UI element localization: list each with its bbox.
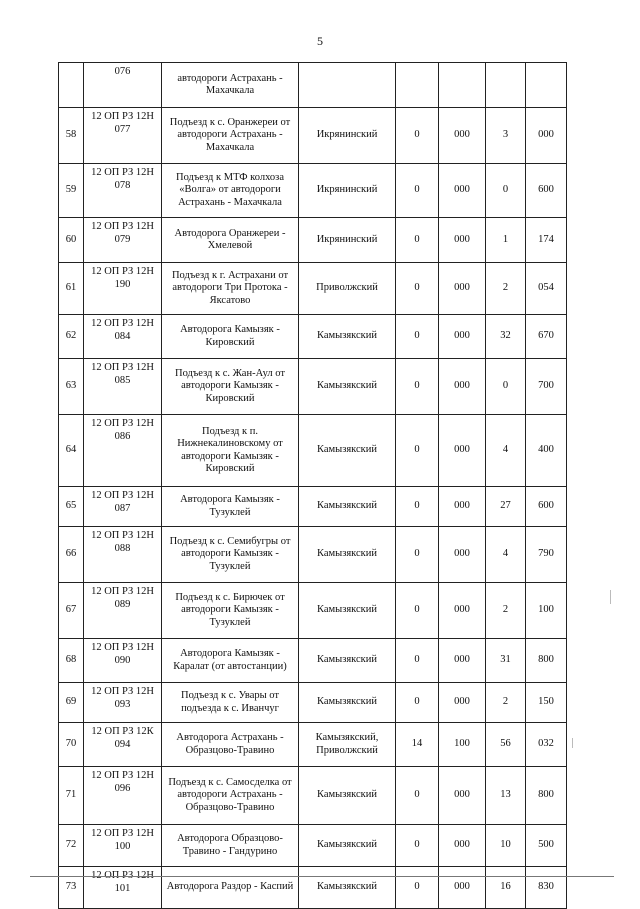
start-km: 0	[396, 583, 439, 639]
row-number: 64	[59, 415, 84, 487]
start-m: 000	[439, 527, 486, 583]
road-name: Подъезд к с. Самосделка от автодороги Астрахань - Образцово-Травино	[162, 767, 299, 825]
start-km: 0	[396, 487, 439, 527]
length-km: 2	[486, 683, 526, 723]
roads-table	[58, 62, 567, 909]
row-number	[59, 63, 84, 108]
road-name: Автодорога Астрахань - Образцово-Травино	[162, 723, 299, 767]
row-number: 68	[59, 639, 84, 683]
start-km: 0	[396, 108, 439, 164]
start-m: 000	[439, 263, 486, 315]
length-km: 0	[486, 359, 526, 415]
district-name: Икрянинский	[299, 108, 396, 164]
table-row	[59, 639, 567, 683]
table-row	[59, 487, 567, 527]
table-row	[59, 767, 567, 825]
start-km: 0	[396, 218, 439, 263]
length-km: 31	[486, 639, 526, 683]
district-name: Камызякский	[299, 487, 396, 527]
start-km: 0	[396, 683, 439, 723]
district-name: Камызякский	[299, 767, 396, 825]
table-row	[59, 723, 567, 767]
start-m: 100	[439, 723, 486, 767]
start-m: 000	[439, 767, 486, 825]
footer-rule	[30, 876, 614, 877]
start-m: 000	[439, 359, 486, 415]
length-km: 10	[486, 825, 526, 867]
row-number: 73	[59, 867, 84, 909]
road-name: Автодорога Камызяк - Тузуклей	[162, 487, 299, 527]
road-name: Автодорога Образцово-Травино - Гандурино	[162, 825, 299, 867]
length-m: 670	[526, 315, 567, 359]
road-id-code: 12 ОП РЗ 12К 094	[84, 723, 162, 767]
road-name: Подъезд к с. Увары от подъезда к с. Иванчуг	[162, 683, 299, 723]
district-name: Приволжский	[299, 263, 396, 315]
road-id-code: 12 ОП РЗ 12Н 077	[84, 108, 162, 164]
road-id-code: 12 ОП РЗ 12Н 190	[84, 263, 162, 315]
district-name: Камызякский, Приволжский	[299, 723, 396, 767]
road-name: Подъезд к г. Астрахани от автодороги Три Протока - Яксатово	[162, 263, 299, 315]
start-m: 000	[439, 164, 486, 218]
length-m: 150	[526, 683, 567, 723]
length-km	[486, 63, 526, 108]
margin-mark	[572, 738, 573, 748]
margin-mark	[610, 590, 611, 604]
length-m: 054	[526, 263, 567, 315]
road-id-code: 12 ОП РЗ 12Н 090	[84, 639, 162, 683]
table-row	[59, 315, 567, 359]
start-km: 0	[396, 767, 439, 825]
district-name: Камызякский	[299, 825, 396, 867]
row-number: 61	[59, 263, 84, 315]
district-name: Икрянинский	[299, 218, 396, 263]
road-id-code: 12 ОП РЗ 12Н 100	[84, 825, 162, 867]
district-name: Камызякский	[299, 415, 396, 487]
road-id-code: 12 ОП РЗ 12Н 085	[84, 359, 162, 415]
road-name: Подъезд к с. Семибугры от автодороги Камызяк - Тузуклей	[162, 527, 299, 583]
table-row	[59, 683, 567, 723]
district-name: Камызякский	[299, 583, 396, 639]
district-name: Камызякский	[299, 639, 396, 683]
table-row	[59, 63, 567, 108]
row-number: 58	[59, 108, 84, 164]
start-km: 14	[396, 723, 439, 767]
row-number: 66	[59, 527, 84, 583]
road-name: Подъезд к МТФ колхоза «Волга» от автодороги Астрахань - Махачкала	[162, 164, 299, 218]
start-km: 0	[396, 415, 439, 487]
district-name: Икрянинский	[299, 164, 396, 218]
length-km: 2	[486, 263, 526, 315]
row-number: 60	[59, 218, 84, 263]
table-row	[59, 867, 567, 909]
road-id-code: 12 ОП РЗ 12Н 084	[84, 315, 162, 359]
length-m: 600	[526, 487, 567, 527]
length-km: 4	[486, 527, 526, 583]
table-row	[59, 164, 567, 218]
road-name: Автодорога Камызяк - Кировский	[162, 315, 299, 359]
road-id-code: 12 ОП РЗ 12Н 093	[84, 683, 162, 723]
road-name: Подъезд к с. Бирючек от автодороги Камызяк - Тузуклей	[162, 583, 299, 639]
row-number: 69	[59, 683, 84, 723]
road-name: Автодорога Раздор - Каспий	[162, 867, 299, 909]
district-name: Камызякский	[299, 867, 396, 909]
road-id-code: 12 ОП РЗ 12Н 096	[84, 767, 162, 825]
length-m: 800	[526, 767, 567, 825]
length-km: 1	[486, 218, 526, 263]
table-row	[59, 359, 567, 415]
road-id-code: 076	[84, 63, 162, 108]
road-id-code: 101	[84, 867, 162, 909]
roads-table-body	[59, 63, 567, 909]
length-km: 13	[486, 767, 526, 825]
start-m: 000	[439, 218, 486, 263]
start-m: 000	[439, 825, 486, 867]
length-m: 800	[526, 639, 567, 683]
road-id-code: 12 ОП РЗ 12Н 089	[84, 583, 162, 639]
length-km: 56	[486, 723, 526, 767]
row-number: 71	[59, 767, 84, 825]
district-name: Камызякский	[299, 527, 396, 583]
road-id-code: 12 ОП РЗ 12Н 078	[84, 164, 162, 218]
district-name: Камызякский	[299, 359, 396, 415]
start-km: 0	[396, 867, 439, 909]
road-name: Подъезд к с. Оранжереи от автодороги Астрахань - Махачкала	[162, 108, 299, 164]
length-km: 2	[486, 583, 526, 639]
length-km: 4	[486, 415, 526, 487]
start-m: 000	[439, 108, 486, 164]
table-row	[59, 263, 567, 315]
length-km: 3	[486, 108, 526, 164]
row-number: 62	[59, 315, 84, 359]
length-m: 400	[526, 415, 567, 487]
road-name: Подъезд к с. Жан-Аул от автодороги Камызяк - Кировский	[162, 359, 299, 415]
length-m: 174	[526, 218, 567, 263]
table-row	[59, 583, 567, 639]
table-row	[59, 527, 567, 583]
road-id-code: 12 ОП РЗ 12Н 086	[84, 415, 162, 487]
length-m	[526, 63, 567, 108]
start-m: 000	[439, 867, 486, 909]
start-km: 0	[396, 315, 439, 359]
length-m: 100	[526, 583, 567, 639]
row-number: 72	[59, 825, 84, 867]
start-km: 0	[396, 263, 439, 315]
row-number: 65	[59, 487, 84, 527]
row-number: 70	[59, 723, 84, 767]
length-km: 16	[486, 867, 526, 909]
start-m: 000	[439, 487, 486, 527]
start-m: 000	[439, 683, 486, 723]
district-name: Камызякский	[299, 683, 396, 723]
start-km: 0	[396, 359, 439, 415]
start-m: 000	[439, 583, 486, 639]
district-name	[299, 63, 396, 108]
road-name: Автодорога Оранжереи - Хмелевой	[162, 218, 299, 263]
row-number: 59	[59, 164, 84, 218]
table-row	[59, 415, 567, 487]
start-km: 0	[396, 527, 439, 583]
length-m: 500	[526, 825, 567, 867]
length-m: 600	[526, 164, 567, 218]
length-km: 32	[486, 315, 526, 359]
start-m	[439, 63, 486, 108]
table-row	[59, 218, 567, 263]
road-name: автодороги Астрахань - Махачкала	[162, 63, 299, 108]
start-km: 0	[396, 164, 439, 218]
length-m: 700	[526, 359, 567, 415]
road-id-code: 12 ОП РЗ 12Н 079	[84, 218, 162, 263]
district-name: Камызякский	[299, 315, 396, 359]
length-km: 0	[486, 164, 526, 218]
length-km: 27	[486, 487, 526, 527]
road-name: Подъезд к п. Нижнекалиновскому от автодороги Камызяк - Кировский	[162, 415, 299, 487]
start-m: 000	[439, 315, 486, 359]
length-m: 830	[526, 867, 567, 909]
start-m: 000	[439, 639, 486, 683]
road-id-code: 12 ОП РЗ 12Н 088	[84, 527, 162, 583]
table-row	[59, 825, 567, 867]
start-km: 0	[396, 639, 439, 683]
start-km: 0	[396, 825, 439, 867]
length-m: 790	[526, 527, 567, 583]
length-m: 032	[526, 723, 567, 767]
start-m: 000	[439, 415, 486, 487]
row-number: 67	[59, 583, 84, 639]
page-number: 5	[317, 34, 323, 48]
length-m: 000	[526, 108, 567, 164]
start-km	[396, 63, 439, 108]
road-id-code: 12 ОП РЗ 12Н 087	[84, 487, 162, 527]
row-number: 63	[59, 359, 84, 415]
table-row	[59, 108, 567, 164]
road-name: Автодорога Камызяк - Каралат (от автостанции)	[162, 639, 299, 683]
